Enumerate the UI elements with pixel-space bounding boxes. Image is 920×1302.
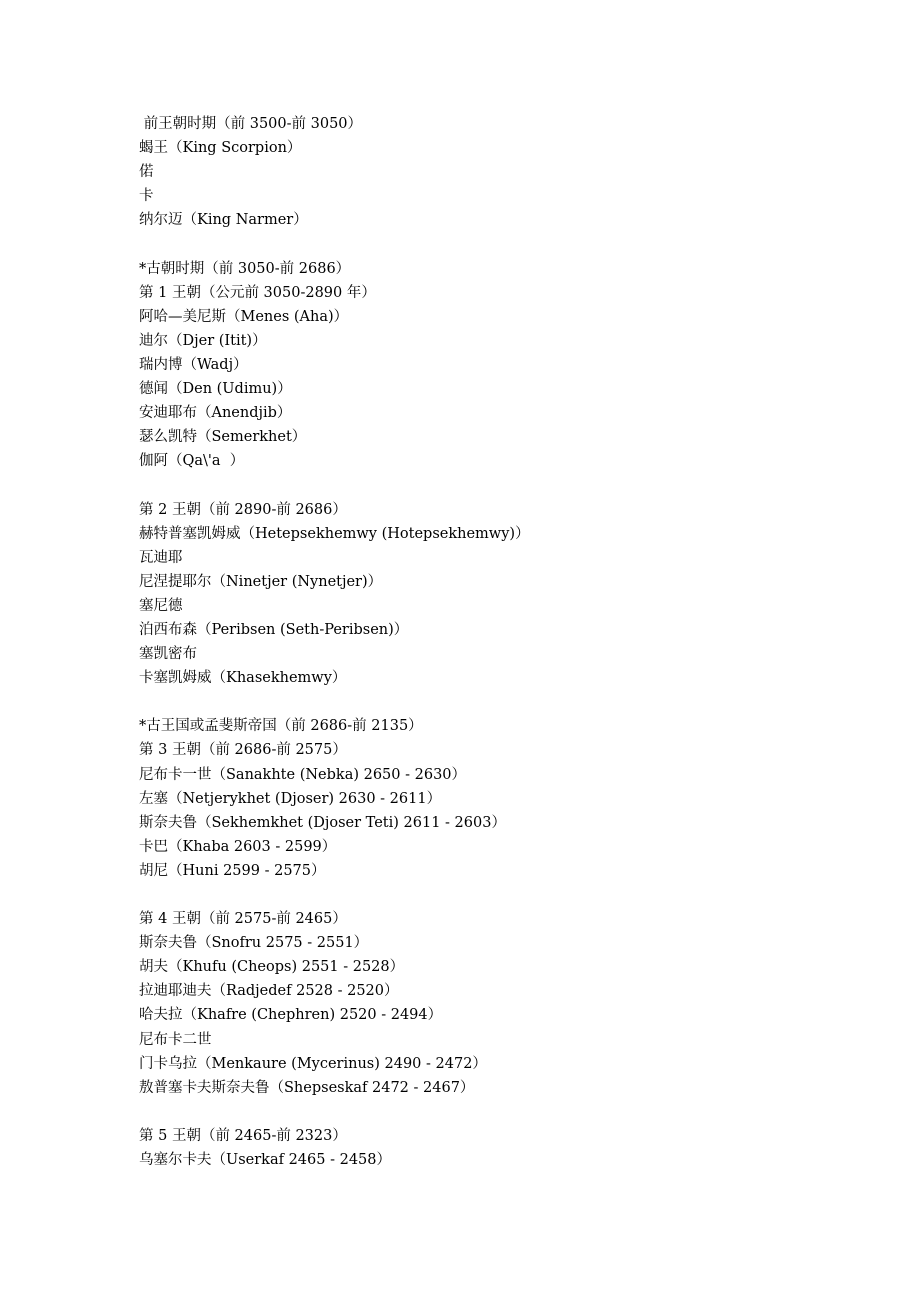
text-line: 安迪耶布（Anendjib） (139, 405, 292, 422)
pharaoh-list (139, 112, 859, 1172)
text-line: 迪尔（Djer (Itit)） (139, 332, 267, 349)
text-line: 拉迪耶迪夫（Radjedef 2528 - 2520） (139, 983, 399, 1000)
text-line: 哈夫拉（Khafre (Chephren) 2520 - 2494） (139, 1007, 443, 1024)
text-line: 第 4 王朝（前 2575-前 2465） (139, 911, 347, 928)
text-line: 伽阿（Qa\'a ） (139, 453, 245, 470)
text-line: 胡尼（Huni 2599 - 2575） (139, 862, 326, 879)
text-line: 瓦迪耶 (139, 549, 183, 566)
blank-line (139, 1100, 859, 1124)
text-line: *古王国或孟斐斯帝国（前 2686-前 2135） (139, 718, 423, 735)
text-line: 泊西布森（Peribsen (Seth-Peribsen)） (139, 621, 409, 638)
text-line: *古朝时期（前 3050-前 2686） (139, 260, 351, 277)
text-line: 胡夫（Khufu (Cheops) 2551 - 2528） (139, 959, 405, 976)
text-line: 第 3 王朝（前 2686-前 2575） (139, 742, 347, 759)
text-line: 卡 (139, 188, 154, 205)
text-line: 第 5 王朝（前 2465-前 2323） (139, 1127, 347, 1144)
text-line: 第 1 王朝（公元前 3050-2890 年） (139, 284, 376, 301)
text-line: 尼布卡二世 (139, 1031, 212, 1048)
text-line: 敖普塞卡夫斯奈夫鲁（Shepseskaf 2472 - 2467） (139, 1079, 475, 1096)
text-line: 门卡乌拉（Menkaure (Mycerinus) 2490 - 2472） (139, 1055, 487, 1072)
text-line: 赫特普塞凯姆威（Hetepsekhemwy (Hotepsekhemwy)） (139, 525, 530, 542)
text-line: 左塞（Netjerykhet (Djoser) 2630 - 2611） (139, 790, 442, 807)
blank-line (139, 883, 859, 907)
blank-line (139, 232, 859, 256)
text-line: 纳尔迈（King Narmer） (139, 212, 308, 229)
text-line: 塞尼德 (139, 597, 183, 614)
text-line: 斯奈夫鲁（Snofru 2575 - 2551） (139, 935, 369, 952)
text-line: 瑞内博（Wadj） (139, 356, 248, 373)
text-line: 卡巴（Khaba 2603 - 2599） (139, 838, 337, 855)
text-line: 塞凯密布 (139, 646, 197, 663)
text-line: 偌 (139, 164, 154, 181)
text-line: 第 2 王朝（前 2890-前 2686） (139, 501, 347, 518)
text-line: 乌塞尔卡夫（Userkaf 2465 - 2458） (139, 1152, 392, 1169)
text-line: 阿哈—美尼斯（Menes (Aha)） (139, 308, 349, 325)
text-line: 瑟么凯特（Semerkhet） (139, 429, 307, 446)
text-line: 前王朝时期（前 3500-前 3050） (139, 116, 363, 132)
blank-line (139, 473, 859, 497)
text-line: 卡塞凯姆威（Khasekhemwy） (139, 670, 347, 687)
blank-line (139, 690, 859, 714)
text-line: 尼涅提耶尔（Ninetjer (Nynetjer)） (139, 573, 383, 590)
text-line: 尼布卡一世（Sanakhte (Nebka) 2650 - 2630） (139, 766, 467, 783)
text-line: 斯奈夫鲁（Sekhemkhet (Djoser Teti) 2611 - 2603） (139, 814, 506, 831)
text-line: 蝎王（King Scorpion） (139, 140, 302, 157)
text-line: 德闻（Den (Udimu)） (139, 381, 292, 398)
